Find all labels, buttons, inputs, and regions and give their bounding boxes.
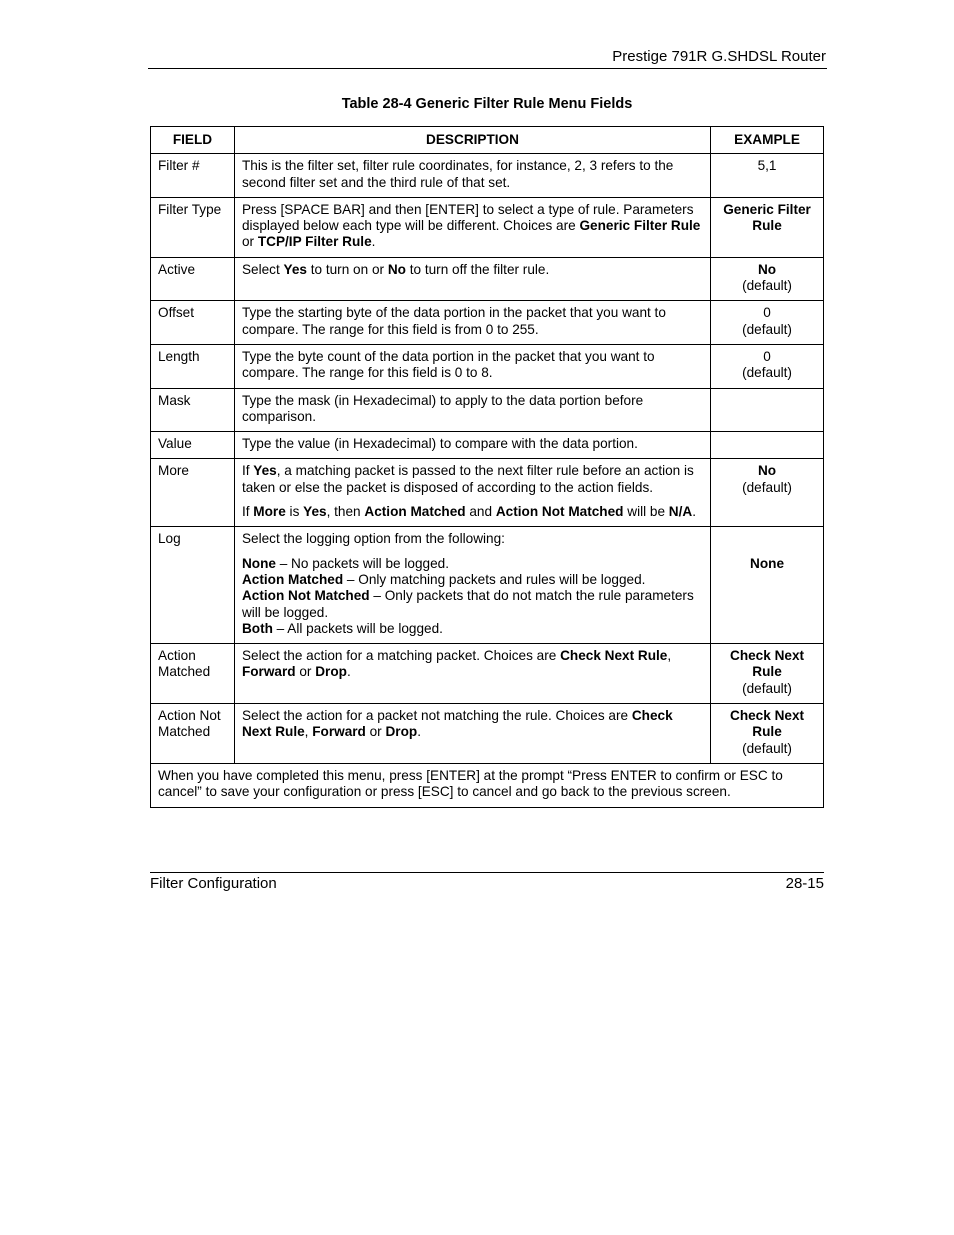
example-cell	[711, 301, 824, 345]
example-default-note: (default)	[742, 321, 792, 337]
example-cell	[711, 527, 824, 644]
bold-term: Yes	[253, 463, 277, 479]
bold-term: Action Not Matched	[241, 588, 370, 604]
description-paragraph	[242, 504, 703, 520]
text-run: Select the action for a packet not matching the rule. Choices are	[241, 708, 632, 724]
example-line: Check Next	[730, 708, 805, 724]
example-value: No	[757, 463, 777, 479]
example-value: 0	[763, 348, 771, 364]
log-options-list	[242, 556, 703, 637]
bold-term: Action Matched	[241, 571, 344, 587]
example-line: Check Next	[730, 648, 805, 664]
table-row-action-not-matched	[151, 704, 824, 764]
bold-term: Generic Filter Rule	[579, 218, 701, 234]
description-paragraph: Select the logging option from the following:	[241, 531, 505, 547]
text-run: is	[285, 504, 304, 520]
example-cell	[711, 704, 824, 764]
text-run: , a matching packet is passed to the next filter rule before an action is taken or else the packet is disposed of according to the action fields.	[241, 463, 694, 495]
description-cell	[234, 257, 710, 301]
text-run: , then	[326, 504, 365, 520]
footer-rule	[150, 872, 824, 873]
table-row-filter-num	[151, 154, 824, 198]
bold-term: TCP/IP Filter Rule	[257, 234, 372, 250]
field-cell: Length	[151, 344, 235, 388]
text-run: Select the action for a matching packet. Choices are	[241, 648, 561, 664]
table-row-value	[151, 432, 824, 459]
example-line: Rule	[752, 664, 782, 680]
column-header-field: FIELD	[151, 127, 235, 154]
field-cell: Active	[151, 257, 235, 301]
log-option-none	[242, 556, 703, 572]
text-run: – No packets will be logged.	[275, 555, 449, 571]
bold-term: Drop	[315, 664, 347, 680]
field-cell: More	[151, 459, 235, 527]
description-cell	[234, 644, 710, 704]
bold-term: Yes	[303, 504, 327, 520]
bold-term: Check Next Rule	[560, 648, 668, 664]
example-cell	[711, 197, 824, 257]
table-row-offset	[151, 301, 824, 345]
bold-term: None	[241, 555, 276, 571]
text-run: Select	[241, 261, 284, 277]
field-cell: Log	[151, 527, 235, 644]
text-run: – Only matching packets and rules will be logged.	[343, 571, 646, 587]
text-run: .	[346, 664, 351, 680]
field-cell: Filter #	[151, 154, 235, 198]
table-caption: Table 28-4 Generic Filter Rule Menu Fields	[341, 96, 633, 112]
example-default-note: (default)	[742, 740, 792, 756]
text-run: to turn on or	[306, 261, 388, 277]
table-row-log	[151, 527, 824, 644]
example-default-note: (default)	[742, 680, 792, 696]
example-default-note: (default)	[742, 479, 792, 495]
example-line: Rule	[752, 724, 782, 740]
description-paragraph	[242, 463, 703, 496]
footer-section-title: Filter Configuration	[150, 875, 277, 892]
example-value: None	[750, 556, 785, 572]
table-footnote-row	[151, 763, 824, 807]
table-row-filter-type	[151, 197, 824, 257]
bold-term: Forward	[312, 724, 366, 740]
text-run: to turn off the filter rule.	[405, 261, 550, 277]
text-run: Press [SPACE BAR] and then [ENTER] to select a type of rule. Parameters displayed below each type will be different. Choices are	[241, 201, 694, 234]
table-row-action-matched	[151, 644, 824, 704]
footer-page-number: 28-15	[785, 875, 824, 892]
field-line: Matched	[158, 724, 211, 740]
example-cell: 5,1	[711, 154, 824, 198]
example-default-note: (default)	[742, 278, 792, 294]
field-line: Action Not	[158, 708, 221, 724]
field-cell: Offset	[151, 301, 235, 345]
field-cell	[151, 644, 235, 704]
description-cell	[234, 459, 710, 527]
text-run: will be	[623, 504, 669, 520]
text-run: If	[241, 504, 254, 520]
table-footnote: When you have completed this menu, press [ENTER] at the prompt “Press ENTER to confirm or ESC to cancel” to save your configuration or press [ESC] to cancel and go back to the previous screen.	[151, 763, 824, 807]
text-run: .	[417, 724, 421, 740]
text-run: or	[365, 724, 386, 740]
description-cell	[234, 197, 710, 257]
example-cell	[711, 257, 824, 301]
table-row-length	[151, 344, 824, 388]
text-run: – All packets will be logged.	[272, 620, 443, 636]
bold-term: Action Matched	[364, 504, 466, 520]
field-cell: Filter Type	[151, 197, 235, 257]
field-cell: Mask	[151, 388, 235, 432]
example-cell	[711, 344, 824, 388]
text-run: or	[295, 664, 316, 680]
example-line: Generic Filter	[723, 201, 811, 217]
example-cell	[711, 644, 824, 704]
bold-term: Yes	[283, 261, 307, 277]
table-row-more	[151, 459, 824, 527]
description-cell	[234, 704, 710, 764]
example-cell	[711, 432, 824, 459]
field-line: Matched	[158, 664, 211, 680]
log-option-action-matched	[242, 572, 703, 588]
field-cell	[151, 704, 235, 764]
header-rule	[148, 68, 827, 69]
text-run: ,	[667, 648, 672, 664]
example-value: No	[757, 261, 777, 277]
example-cell	[711, 459, 824, 527]
description-cell: Type the mask (in Hexadecimal) to apply to the data portion before comparison.	[234, 388, 710, 432]
log-option-action-not-matched	[242, 588, 703, 621]
example-value: 0	[763, 305, 771, 321]
table-row-mask	[151, 388, 824, 432]
bold-term: Drop	[385, 724, 418, 740]
bold-term: Forward	[241, 664, 296, 680]
bold-term: No	[387, 261, 406, 277]
bold-term: Both	[241, 620, 273, 636]
description-cell: Type the value (in Hexadecimal) to compare with the data portion.	[234, 432, 710, 459]
text-run: – Only packets that do not match the rule parameters will be logged.	[241, 588, 694, 620]
field-line: Action	[158, 648, 196, 664]
bold-term: N/A	[668, 504, 693, 520]
text-run: or	[241, 234, 258, 250]
description-cell: Type the byte count of the data portion in the packet that you want to compare. The range for this field is 0 to 8.	[234, 344, 710, 388]
table-header-row	[151, 127, 824, 154]
description-cell: This is the filter set, filter rule coordinates, for instance, 2, 3 refers to the second filter set and the third rule of that set.	[234, 154, 710, 198]
description-cell	[234, 527, 710, 644]
text-run: ,	[304, 724, 313, 740]
example-line: Rule	[752, 218, 782, 234]
bold-term: Action Not Matched	[495, 504, 624, 520]
column-header-example: EXAMPLE	[711, 127, 824, 154]
description-cell: Type the starting byte of the data portion in the packet that you want to compare. The range for this field is from 0 to 255.	[234, 301, 710, 345]
example-default-note: (default)	[742, 365, 792, 381]
running-header-title: Prestige 791R G.SHDSL Router	[612, 48, 826, 65]
text-run: .	[371, 234, 376, 250]
field-cell: Value	[151, 432, 235, 459]
column-header-description: DESCRIPTION	[234, 127, 710, 154]
text-run: and	[465, 504, 496, 520]
text-run: If	[241, 463, 254, 479]
bold-term: More	[253, 504, 286, 520]
filter-rule-fields-table	[150, 126, 824, 808]
text-run: .	[692, 504, 696, 520]
bold-term: Check Next Rule	[241, 708, 673, 740]
example-cell	[711, 388, 824, 432]
table-row-active	[151, 257, 824, 301]
log-option-both	[242, 621, 703, 637]
